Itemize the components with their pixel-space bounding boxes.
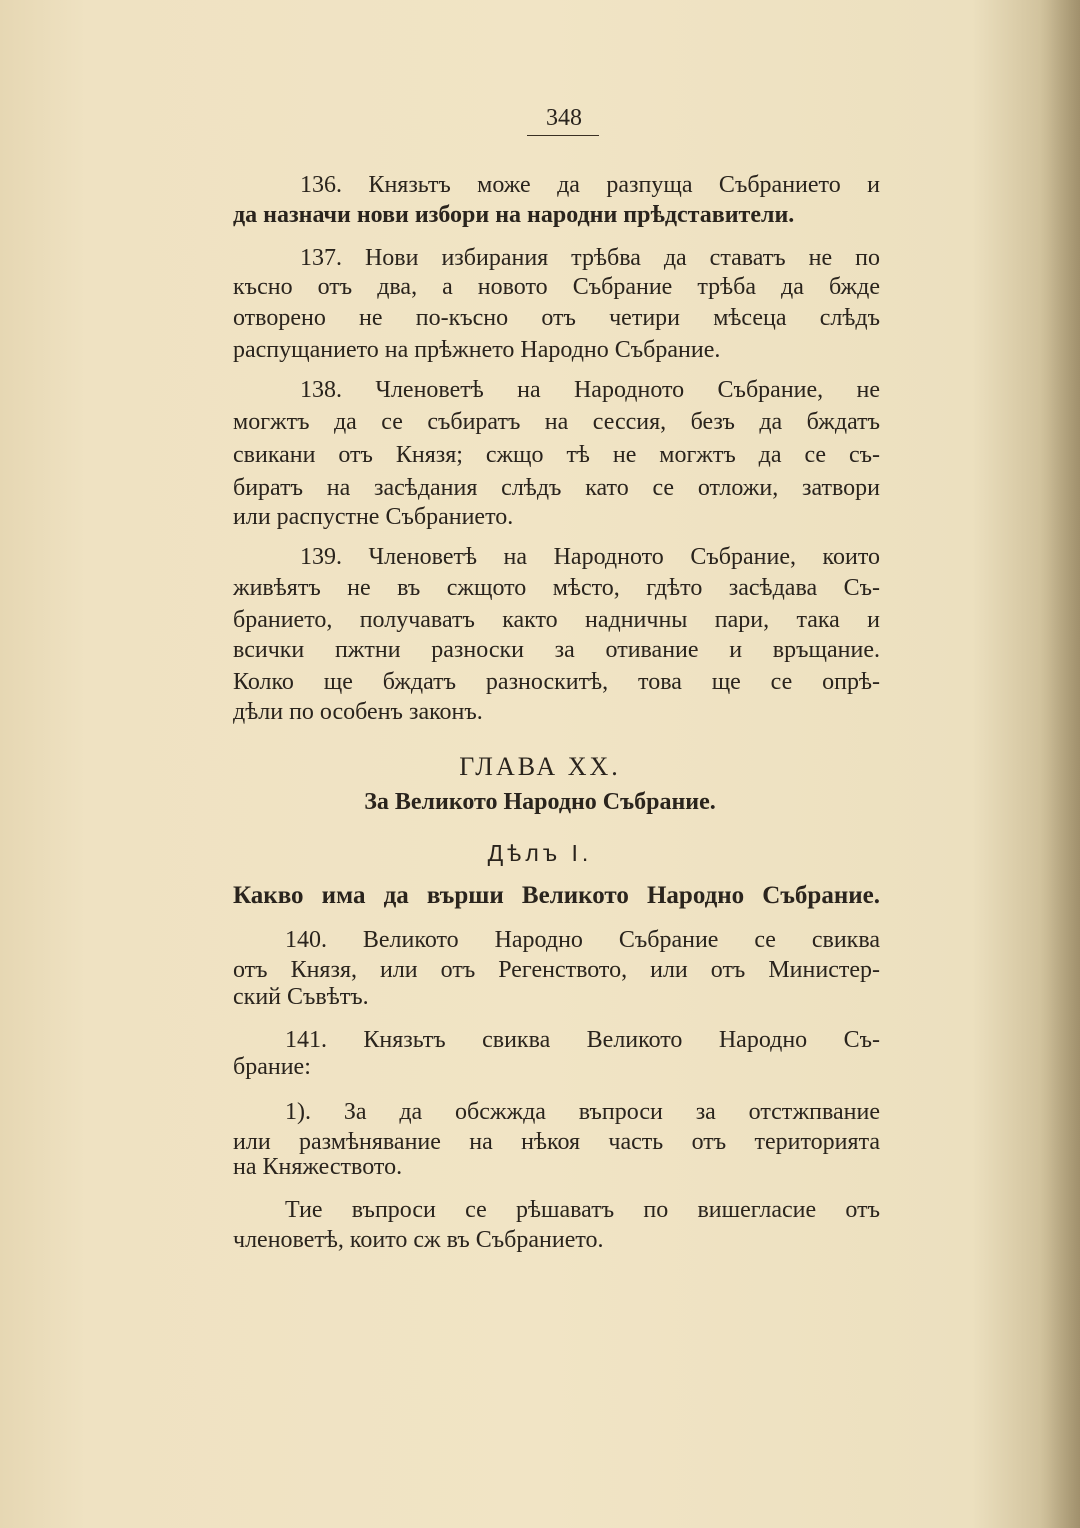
page-number-rule bbox=[527, 135, 599, 136]
note-line: членоветѣ, които сж въ Събранието. bbox=[233, 1227, 604, 1253]
chapter-title: ГЛАВА XX. bbox=[459, 752, 621, 781]
article-139-line: бранието, получаватъ както надничны пари, така и bbox=[233, 607, 880, 633]
article-137-line: отворено не по-късно отъ четири мѣсеца слѣдъ bbox=[233, 305, 880, 331]
chapter-subtitle: За Великото Народно Събрание. bbox=[364, 789, 716, 815]
section-title: Дѣлъ I. bbox=[487, 840, 593, 866]
article-141-line: 141. Князьтъ свиква Великото Народно Съ- bbox=[285, 1027, 880, 1053]
article-136-line: да назначи нови избори на народни прѣдставители. bbox=[233, 202, 795, 228]
article-139-line: дѣли по особенъ законъ. bbox=[233, 699, 483, 725]
article-136-line: 136. Князьтъ може да разпуща Събранието и bbox=[300, 172, 880, 198]
article-139-line: всички пжтни разноски за отивание и връщание. bbox=[233, 637, 880, 663]
article-137-line: распущанието на прѣжнето Народно Събрание. bbox=[233, 337, 721, 363]
clause-1-line: или размѣнявание на нѣкоя часть отъ територията bbox=[233, 1129, 880, 1155]
clause-1-line: на Княжеството. bbox=[233, 1154, 403, 1180]
article-137-line: късно отъ два, а новото Събрание трѣба да бжде bbox=[233, 274, 880, 300]
section-subtitle: Какво има да върши Великото Народно Събрание. bbox=[233, 882, 880, 909]
article-140-line: отъ Князя, или отъ Регенството, или отъ Министер- bbox=[233, 957, 880, 983]
article-139-line: Колко ще бждатъ разноскитѣ, това ще се опрѣ- bbox=[233, 669, 880, 695]
article-138-line: или распустне Събранието. bbox=[233, 504, 514, 530]
article-140-line: 140. Великото Народно Събрание се свиква bbox=[285, 927, 880, 953]
article-138-line: могжтъ да се събиратъ на сессия, безъ да бждатъ bbox=[233, 409, 880, 435]
article-138-line: свикани отъ Князя; сжщо тѣ не могжтъ да се съ- bbox=[233, 442, 880, 468]
article-139-line: живѣятъ не въ сжщото мѣсто, гдѣто засѣдава Съ- bbox=[233, 575, 880, 601]
article-138-line: 138. Членоветѣ на Народното Събрание, не bbox=[300, 377, 880, 403]
note-line: Тие въпроси се рѣшаватъ по вишегласие отъ bbox=[285, 1197, 880, 1223]
article-137-line: 137. Нови избирания трѣбва да ставатъ не по bbox=[300, 245, 880, 271]
article-140-line: ский Съвѣтъ. bbox=[233, 984, 369, 1010]
clause-1-line: 1). За да обсжжда въпроси за отстжпвание bbox=[285, 1099, 880, 1125]
page-number: 348 bbox=[546, 105, 582, 131]
article-138-line: биратъ на засѣдания слѣдъ като се отложи, затвори bbox=[233, 475, 880, 501]
article-139-line: 139. Членоветѣ на Народното Събрание, които bbox=[300, 544, 880, 570]
article-141-line: брание: bbox=[233, 1054, 311, 1080]
